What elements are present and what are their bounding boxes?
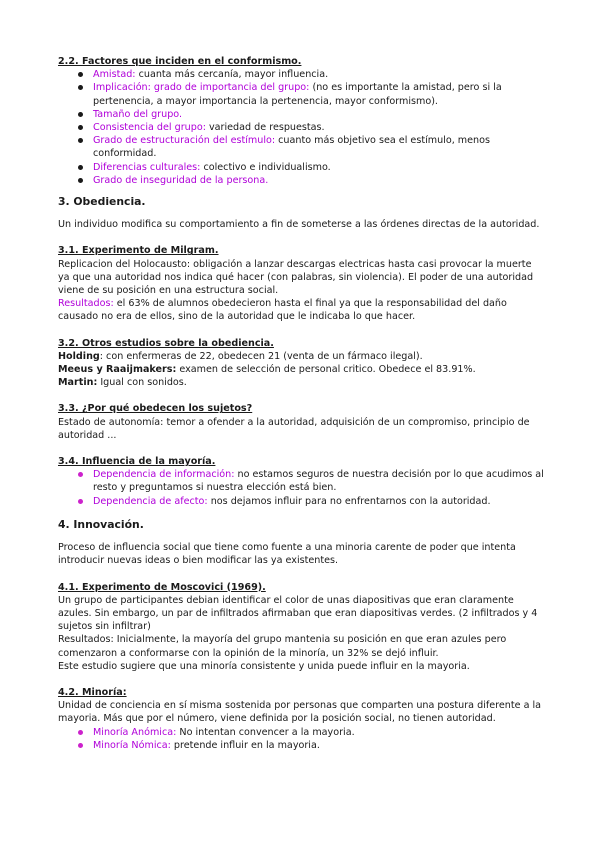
paragraph-minoria: Unidad de conciencia en sí misma sostenida por personas que comparten una postura diferente a la mayoria. Más que por el número, viene definida por la posición social, no tienen autoridad.	[58, 700, 542, 725]
section-heading-3-4: 3.4. Influencia de la mayoría.	[58, 456, 216, 468]
bullet-icon	[78, 730, 83, 735]
list-item: Dependencia de información: no estamos seguros de nuestra decisión por lo que acudimos al resto y preguntamos si nuestra elección está bien.	[58, 468, 544, 494]
minority-list	[58, 726, 544, 752]
bullet-icon	[78, 743, 83, 748]
section-heading-3-1: 3.1. Experimento de Milgram.	[58, 245, 219, 257]
bullet-icon	[78, 85, 83, 90]
section-heading-4-1: 4.1. Experimento de Moscovici (1969).	[58, 581, 266, 593]
bullet-icon	[78, 472, 83, 477]
paragraph-innovacion: Proceso de influencia social que tiene como fuente a una minoria carente de poder que intenta introducir nuevas ideas o bien modificar las ya existentes.	[58, 542, 516, 567]
document-content	[58, 55, 544, 752]
list-item: Dependencia de afecto: nos dejamos influir para no enfrentarnos con la autoridad.	[58, 495, 544, 508]
paragraph-milgram-results: Resultados: el 63% de alumnos obedecieron hasta el final ya que la responsabilidad del daño causado no era de ellos, sino de la autoridad que le indicaba lo que hacer.	[58, 298, 507, 323]
bullet-icon	[78, 138, 83, 143]
list-item: Consistencia del grupo: variedad de respuestas.	[58, 121, 544, 134]
list-item: Amistad: cuanta más cercanía, mayor influencia.	[58, 68, 544, 81]
paragraph-moscovici: Un grupo de participantes debian identificar el color de unas diapositivas que eran claramente azules. Sin embargo, un par de infiltrados afirmaban que eran diapositivas verdes. (2 infiltrados y 4 sujetos sin infiltrar)	[58, 594, 538, 633]
paragraph-moscovici-results: Resultados: Inicialmente, la mayoría del grupo mantenia su posición en que eran azules pero comenzaron a conformarse con la opinión de la minoría, un 32% se dejó influir.	[58, 634, 507, 659]
section-heading-3-2: 3.2. Otros estudios sobre la obediencia.	[58, 337, 274, 349]
list-item: Grado de estructuración del estímulo: cuanto más objetivo sea el estímulo, menos conformidad.	[58, 134, 544, 160]
list-item: Tamaño del grupo.	[58, 108, 544, 121]
section-heading-4-2: 4.2. Minoría:	[58, 686, 127, 698]
list-item: Grado de inseguridad de la persona.	[58, 174, 544, 187]
section-heading-3: 3. Obediencia.	[58, 195, 146, 209]
list-item: Implicación: grado de importancia del grupo: (no es importante la amistad, pero si la pertenencia, a mayor importancia la pertenencia, mayor conformismo).	[58, 81, 544, 107]
factors-list	[58, 68, 544, 187]
bullet-icon	[78, 72, 83, 77]
list-item: Diferencias culturales: colectivo e individualismo.	[58, 161, 544, 174]
section-heading-2-2: 2.2. Factores que inciden en el conformismo.	[58, 56, 302, 67]
paragraph-obediencia: Un individuo modifica su comportamiento a fin de someterse a las órdenes directas de la autoridad.	[58, 219, 540, 231]
paragraph-moscovici-conclusion: Este estudio sugiere que una minoría consistente y unida puede influir en la mayoria.	[58, 660, 470, 672]
section-heading-4: 4. Innovación.	[58, 517, 144, 531]
section-heading-3-3: 3.3. ¿Por qué obedecen los sujetos?	[58, 403, 253, 415]
paragraph-why-obey: Estado de autonomía: temor a ofender a la autoridad, adquisición de un compromiso, principio de autoridad ...	[58, 416, 530, 441]
bullet-icon	[78, 499, 83, 504]
majority-influence-list	[58, 468, 544, 508]
bullet-icon	[78, 178, 83, 183]
paragraph-milgram: Replicacion del Holocausto: obligación a lanzar descargas electricas hasta casi provocar la muerte ya que una autoridad nos indica qué hacer (con palabras, sin violencia). El poder de una autoridad viene de su posición en una estructura social.	[58, 258, 534, 297]
bullet-icon	[78, 112, 83, 117]
list-item: Minoría Anómica: No intentan convencer a la mayoria.	[58, 726, 544, 739]
study-line: Martin: Igual con sonidos.	[58, 377, 187, 389]
list-item: Minoría Nómica: pretende influir en la mayoria.	[58, 739, 544, 752]
bullet-icon	[78, 125, 83, 130]
bullet-icon	[78, 165, 83, 170]
study-line: Meeus y Raaijmakers: examen de selección de personal critico. Obedece el 83.91%.	[58, 364, 476, 376]
study-line: Holding: con enfermeras de 22, obedecen 21 (venta de un fármaco ilegal).	[58, 350, 423, 362]
